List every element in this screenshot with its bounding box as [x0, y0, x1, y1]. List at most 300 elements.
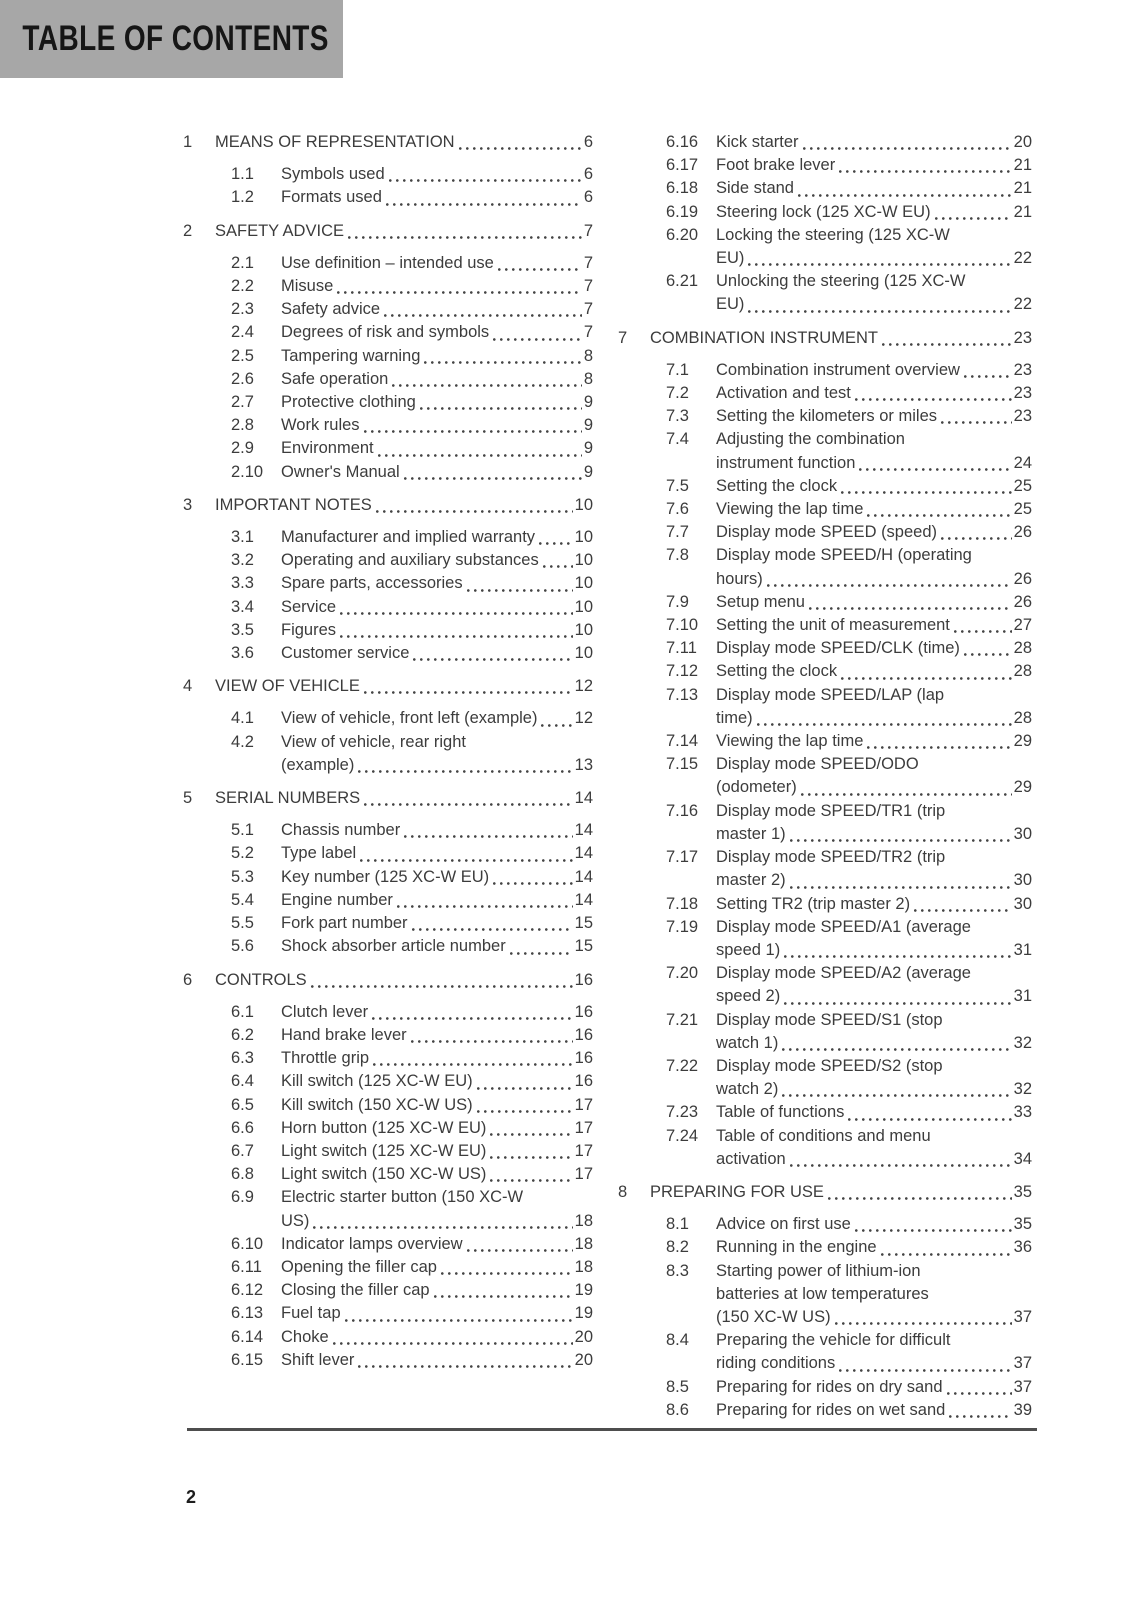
toc-entry-lastline: [716, 359, 1032, 382]
toc-entry-lastline: [716, 985, 1032, 1008]
toc-entry-title: activation: [716, 1149, 786, 1168]
dot-leader: [360, 859, 572, 862]
toc-entry-page: 31: [1013, 940, 1032, 959]
toc-entry-content: [716, 1125, 1032, 1171]
toc-entry-title: EU): [716, 249, 745, 268]
toc-entry-row: [618, 1329, 1032, 1375]
toc-entry-title: speed 2): [716, 987, 781, 1006]
toc-entry-row: [618, 614, 1032, 637]
toc-entry-title: Setting the clock: [716, 662, 838, 681]
toc-entry-lastline: [716, 475, 1032, 498]
toc-entry-lastline: [716, 1148, 1032, 1171]
toc-entry-page: 9: [583, 462, 593, 481]
footer-page-number: 2: [186, 1487, 197, 1507]
toc-entry-content: [716, 1101, 1032, 1124]
toc-entry-lastline: [650, 1181, 1032, 1204]
toc-entry-lastline: [215, 787, 593, 810]
toc-entry-title: riding conditions: [716, 1354, 836, 1373]
toc-entry-content: [281, 549, 593, 572]
dot-leader: [882, 343, 1012, 346]
toc-entry-number: 8.3: [666, 1261, 689, 1280]
toc-entry-content: [281, 437, 593, 460]
toc-entry-title: Choke: [281, 1327, 329, 1346]
toc-entry-content: [716, 498, 1032, 521]
toc-chapter-row: [183, 131, 593, 154]
toc-entry-page: 21: [1013, 156, 1032, 175]
dot-leader: [386, 203, 582, 206]
toc-entry-row: [618, 962, 1032, 1008]
toc-entry-content: [281, 345, 593, 368]
toc-entry-lastline: [716, 1352, 1032, 1375]
toc-entry-number: 6.9: [231, 1188, 254, 1207]
toc-entry-title-line: Starting power of lithium-ion: [716, 1261, 921, 1280]
toc-entry-row: [618, 1376, 1032, 1399]
toc-entry-number: 5.2: [231, 844, 254, 863]
toc-entry-page: 7: [583, 277, 593, 296]
toc-entry-page: 18: [574, 1257, 593, 1276]
toc-entry-number: 6.19: [666, 202, 699, 221]
toc-entry-lastline: [281, 1024, 593, 1047]
toc-entry-row: [183, 549, 593, 572]
toc-entry-row: [618, 177, 1032, 200]
toc-entry-page: 22: [1013, 295, 1032, 314]
toc-entry-content: [281, 819, 593, 842]
toc-entry-content: [281, 619, 593, 642]
toc-entry-lastline: [281, 1256, 593, 1279]
toc-entry-content: [281, 1302, 593, 1325]
toc-entry-lastline: [281, 889, 593, 912]
toc-entry-row: [183, 391, 593, 414]
toc-entry-lastline: [281, 707, 593, 730]
toc-entry-row: [618, 131, 1032, 154]
toc-entry-title: Kick starter: [716, 133, 799, 151]
toc-entry-row: [183, 1233, 593, 1256]
toc-entry-lastline: [281, 298, 593, 321]
toc-entry-row: [618, 270, 1032, 316]
toc-entry-content: [716, 846, 1032, 892]
dot-leader: [881, 1253, 1012, 1256]
toc-entry-content: [716, 1329, 1032, 1375]
dot-leader: [848, 1118, 1011, 1121]
toc-entry-content: [281, 1070, 593, 1093]
dot-leader: [498, 268, 582, 271]
toc-entry-content: [716, 1399, 1032, 1422]
toc-entry-title: MEANS OF REPRESENTATION: [215, 133, 455, 151]
toc-entry-title: Setting the kilometers or miles: [716, 407, 938, 426]
toc-entry-number: 5.3: [231, 867, 254, 886]
toc-entry-lastline: [281, 572, 593, 595]
toc-entry-lastline: [281, 1326, 593, 1349]
toc-entry-number: 7.18: [666, 894, 699, 913]
toc-entry-number: 6.18: [666, 179, 699, 198]
toc-entry-title: Chassis number: [281, 821, 401, 840]
toc-entry-lastline: [716, 893, 1032, 916]
toc-entry-page: 14: [574, 789, 593, 808]
toc-entry-page: 30: [1013, 824, 1032, 843]
toc-entry-lastline: [716, 131, 1032, 154]
toc-entry-title-line: Locking the steering (125 XC-W: [716, 225, 950, 244]
toc-entry-title: IMPORTANT NOTES: [215, 495, 372, 514]
dot-leader: [782, 1094, 1011, 1097]
toc-entry-number: 8.6: [666, 1400, 689, 1419]
toc-entry-title: Display mode SPEED/CLK (time): [716, 639, 960, 658]
toc-entry-content: [281, 1047, 593, 1070]
dot-leader: [333, 1342, 573, 1345]
dot-leader: [964, 375, 1012, 378]
toc-entry-lastline: [215, 131, 593, 154]
toc-entry-row: [183, 1094, 593, 1117]
toc-entry-lastline: [215, 494, 593, 517]
toc-entry-number: 6.3: [231, 1049, 254, 1068]
toc-entry-lastline: [281, 866, 593, 889]
toc-entry-row: [618, 1009, 1032, 1055]
toc-entry-page: 6: [583, 188, 593, 207]
toc-entry-content: [281, 1163, 593, 1186]
toc-entry-lastline: [716, 707, 1032, 730]
toc-entry-row: [618, 800, 1032, 846]
toc-entry-lastline: [281, 642, 593, 665]
toc-entry-title: Fork part number: [281, 914, 408, 933]
toc-entry-content: [716, 177, 1032, 200]
dot-leader: [941, 421, 1012, 424]
toc-entry-content: [281, 572, 593, 595]
dot-leader: [358, 770, 572, 773]
toc-entry-content: [281, 1349, 593, 1372]
toc-entry-page: 14: [574, 844, 593, 863]
dot-leader: [941, 537, 1012, 540]
dot-leader: [424, 361, 581, 364]
toc-entry-title: Shift lever: [281, 1350, 355, 1369]
toc-entry-number: 7.17: [666, 848, 699, 867]
toc-entry-content: [716, 224, 1032, 270]
toc-entry-row: [183, 1326, 593, 1349]
toc-entry-row: [183, 572, 593, 595]
toc-entry-number: 7.7: [666, 523, 689, 542]
toc-entry-row: [618, 405, 1032, 428]
toc-entry-number: 3.1: [231, 528, 254, 547]
toc-entry-content: [281, 1256, 593, 1279]
dot-leader: [345, 1319, 573, 1322]
toc-entry-row: [183, 1001, 593, 1024]
toc-entry-title-line: Display mode SPEED/ODO: [716, 755, 919, 774]
toc-entry-page: 36: [1013, 1238, 1032, 1257]
toc-entry-page: 34: [1013, 1149, 1032, 1168]
toc-entry-content: [281, 866, 593, 889]
dot-leader: [935, 217, 1012, 220]
toc-entry-row: [183, 1140, 593, 1163]
toc-entry-number: 7.14: [666, 732, 699, 751]
toc-entry-title: master 2): [716, 871, 786, 890]
toc-entry-number: 4.2: [231, 732, 254, 751]
toc-entry-title: Safety advice: [281, 300, 381, 319]
toc-entry-content: [716, 684, 1032, 730]
toc-entry-number: 3.3: [231, 574, 254, 593]
dot-leader: [809, 607, 1012, 610]
toc-entry-lastline: [281, 1210, 593, 1233]
toc-entry-content: [716, 405, 1032, 428]
dot-leader: [841, 677, 1012, 680]
toc-entry-title-line: Preparing the vehicle for difficult: [716, 1331, 951, 1350]
toc-entry-lastline: [215, 220, 593, 243]
toc-entry-number: 3.5: [231, 620, 254, 639]
toc-entry-title: Setting the clock: [716, 476, 838, 495]
toc-entry-row: [183, 707, 593, 730]
toc-chapter-row: [618, 327, 1032, 350]
toc-entry-content: [215, 969, 593, 992]
toc-entry-row: [618, 916, 1032, 962]
toc-entry-title: (odometer): [716, 778, 797, 797]
toc-entry-content: [716, 1236, 1032, 1259]
toc-entry-lastline: [716, 405, 1032, 428]
toc-entry-page: 35: [1013, 1215, 1032, 1234]
dot-leader: [337, 291, 582, 294]
toc-entry-row: [183, 1163, 593, 1186]
toc-entry-title: Fuel tap: [281, 1304, 341, 1323]
dot-leader: [539, 542, 573, 545]
toc-entry-lastline: [281, 321, 593, 344]
dot-leader: [467, 1249, 573, 1252]
toc-entry-number: 6.7: [231, 1141, 254, 1160]
toc-chapter-row: [183, 220, 593, 243]
toc-entry-title: Manufacturer and implied warranty: [281, 528, 536, 547]
toc-entry-number: 2.10: [231, 462, 264, 481]
toc-entry-lastline: [281, 1140, 593, 1163]
dot-leader: [413, 658, 572, 661]
toc-entry-lastline: [716, 521, 1032, 544]
toc-entry-row: [183, 1024, 593, 1047]
toc-entry-row: [183, 526, 593, 549]
toc-entry-lastline: [716, 1306, 1032, 1329]
toc-entry-title: Customer service: [281, 644, 410, 663]
toc-entry-title: Hand brake lever: [281, 1025, 407, 1044]
toc-entry-title: EU): [716, 295, 745, 314]
toc-entry-title-line: Display mode SPEED/A2 (average: [716, 964, 971, 983]
toc-entry-number: 7.5: [666, 476, 689, 495]
toc-entry-lastline: [716, 869, 1032, 892]
toc-entry-row: [618, 1101, 1032, 1124]
toc-entry-number: 7.21: [666, 1010, 699, 1029]
dot-leader: [949, 1415, 1011, 1418]
toc-entry-lastline: [716, 154, 1032, 177]
toc-entry-page: 16: [574, 1025, 593, 1044]
toc-entry-title: VIEW OF VEHICLE: [215, 677, 360, 696]
toc-entry-content: [716, 382, 1032, 405]
toc-entry-content: [281, 1024, 593, 1047]
dot-leader: [757, 723, 1012, 726]
toc-entry-row: [183, 1279, 593, 1302]
toc-entry-page: 17: [574, 1118, 593, 1137]
toc-entry-number: 7.15: [666, 755, 699, 774]
toc-entry-page: 20: [574, 1350, 593, 1369]
toc-entry-content: [281, 1279, 593, 1302]
toc-column-left: [183, 131, 593, 1372]
toc-entry-title: Clutch lever: [281, 1002, 369, 1021]
toc-entry-page: 35: [1013, 1182, 1032, 1201]
toc-entry-content: [281, 1326, 593, 1349]
toc-entry-number: 3.2: [231, 551, 254, 570]
toc-entry-row: [183, 1349, 593, 1372]
toc-entry-row: [618, 660, 1032, 683]
dot-leader: [803, 147, 1012, 150]
toc-entry-number: 7.22: [666, 1056, 699, 1075]
dot-leader: [411, 1040, 573, 1043]
toc-entry-row: [183, 186, 593, 209]
toc-entry-lastline: [716, 1213, 1032, 1236]
dot-leader: [340, 612, 573, 615]
dot-leader: [378, 454, 582, 457]
toc-entry-number: 7.9: [666, 592, 689, 611]
toc-entry-page: 10: [574, 574, 593, 593]
toc-entry-content: [215, 494, 593, 517]
toc-entry-lastline: [716, 452, 1032, 475]
toc-entry-content: [281, 163, 593, 186]
toc-entry-title: Activation and test: [716, 384, 851, 403]
dot-leader: [358, 1365, 572, 1368]
toc-entry-content: [716, 359, 1032, 382]
toc-entry-number: 2.6: [231, 369, 254, 388]
toc-entry-content: [215, 131, 593, 154]
toc-entry-row: [618, 591, 1032, 614]
toc-entry-page: 14: [574, 890, 593, 909]
toc-entry-title: Preparing for rides on dry sand: [716, 1377, 943, 1396]
toc-entry-page: 14: [574, 821, 593, 840]
toc-entry-number: 6.16: [666, 133, 699, 151]
toc-entry-page: 7: [583, 221, 593, 240]
toc-entry-title: Service: [281, 597, 337, 616]
toc-entry-row: [618, 1125, 1032, 1171]
toc-entry-page: 23: [1013, 360, 1032, 379]
toc-entry-page: 23: [1013, 384, 1032, 403]
dot-leader: [784, 955, 1011, 958]
toc-entry-row: [618, 359, 1032, 382]
toc-entry-number: 7.24: [666, 1126, 699, 1145]
toc-entry-lastline: [281, 252, 593, 275]
dot-leader: [839, 1369, 1011, 1372]
toc-column-right: [618, 131, 1032, 1422]
dot-leader: [372, 1017, 573, 1020]
dot-leader: [441, 1272, 573, 1275]
toc-entry-lastline: [281, 1279, 593, 1302]
toc-entry-row: [183, 321, 593, 344]
toc-entry-row: [183, 866, 593, 889]
toc-entry-number: 6.15: [231, 1350, 264, 1369]
toc-chapter-row: [183, 969, 593, 992]
toc-entry-title: Kill switch (125 XC-W EU): [281, 1072, 473, 1091]
toc-entry-page: 21: [1013, 179, 1032, 198]
toc-entry-title: View of vehicle, front left (example): [281, 709, 538, 728]
toc-entry-content: [716, 962, 1032, 1008]
toc-entry-row: [183, 596, 593, 619]
toc-entry-lastline: [716, 1032, 1032, 1055]
toc-entry-page: 12: [574, 709, 593, 728]
toc-entry-content: [281, 1186, 593, 1232]
toc-entry-row: [183, 935, 593, 958]
toc-entry-title: speed 1): [716, 940, 781, 959]
toc-entry-row: [618, 684, 1032, 730]
toc-entry-lastline: [650, 327, 1032, 350]
toc-entry-number: 3.4: [231, 597, 254, 616]
toc-entry-lastline: [281, 819, 593, 842]
toc-entry-number: 6.13: [231, 1304, 264, 1323]
toc-entry-lastline: [716, 1399, 1032, 1422]
toc-entry-page: 6: [583, 165, 593, 184]
toc-entry-page: 10: [574, 620, 593, 639]
toc-entry-number: 6.17: [666, 156, 699, 175]
toc-entry-page: 31: [1013, 987, 1032, 1006]
toc-entry-page: 32: [1013, 1033, 1032, 1052]
toc-entry-title-line: Display mode SPEED/A1 (average: [716, 917, 971, 936]
toc-entry-title: Preparing for rides on wet sand: [716, 1400, 946, 1419]
toc-entry-page: 13: [574, 755, 593, 774]
toc-entry-lastline: [281, 163, 593, 186]
toc-entry-title: (example): [281, 755, 355, 774]
dot-leader: [376, 510, 573, 513]
toc-entry-page: 21: [1013, 202, 1032, 221]
toc-entry-content: [716, 637, 1032, 660]
toc-entry-page: 15: [574, 937, 593, 956]
toc-entry-lastline: [716, 1101, 1032, 1124]
toc-entry-page: 20: [574, 1327, 593, 1346]
toc-entry-number: 2.2: [231, 277, 254, 296]
toc-entry-content: [281, 912, 593, 935]
toc-entry-content: [716, 1009, 1032, 1055]
toc-entry-title: Symbols used: [281, 165, 385, 184]
toc-entry-lastline: [281, 549, 593, 572]
toc-entry-title-line: Display mode SPEED/TR1 (trip: [716, 801, 946, 820]
toc-entry-number: 6: [183, 970, 193, 989]
toc-entry-content: [215, 787, 593, 810]
toc-entry-title: watch 1): [716, 1033, 779, 1052]
toc-entry-page: 17: [574, 1141, 593, 1160]
toc-entry-page: 16: [574, 1049, 593, 1068]
toc-entry-title-line: Display mode SPEED/S2 (stop: [716, 1056, 943, 1075]
toc-entry-lastline: [716, 591, 1032, 614]
toc-chapter-row: [183, 494, 593, 517]
toc-entry-row: [183, 275, 593, 298]
toc-entry-lastline: [215, 675, 593, 698]
toc-entry-title: Misuse: [281, 277, 334, 296]
toc-entry-page: 22: [1013, 249, 1032, 268]
toc-entry-title: (150 XC-W US): [716, 1307, 831, 1326]
toc-entry-page: 25: [1013, 476, 1032, 495]
toc-entry-content: [215, 675, 593, 698]
toc-entry-title-line: Display mode SPEED/H (operating: [716, 546, 972, 565]
toc-entry-page: 23: [1013, 407, 1032, 426]
toc-entry-page: 10: [574, 528, 593, 547]
toc-entry-number: 5.5: [231, 914, 254, 933]
toc-entry-content: [281, 1001, 593, 1024]
toc-entry-content: [281, 707, 593, 730]
toc-entry-page: 37: [1013, 1377, 1032, 1396]
toc-entry-page: 26: [1013, 523, 1032, 542]
toc-entry-content: [281, 186, 593, 209]
toc-entry-row: [183, 889, 593, 912]
toc-entry-title: Figures: [281, 620, 337, 639]
toc-entry-title: SERIAL NUMBERS: [215, 789, 361, 808]
toc-entry-title: Light switch (150 XC-W US): [281, 1165, 487, 1184]
toc-entry-row: [618, 521, 1032, 544]
dot-leader: [867, 514, 1011, 517]
toc-entry-lastline: [716, 177, 1032, 200]
toc-entry-number: 1: [183, 133, 193, 151]
toc-entry-title: master 1): [716, 824, 786, 843]
dot-leader: [784, 1002, 1011, 1005]
toc-entry-title-line: batteries at low temperatures: [716, 1284, 929, 1303]
toc-entry-lastline: [716, 293, 1032, 316]
toc-entry-content: [650, 327, 1032, 350]
dot-leader: [828, 1197, 1012, 1200]
toc-entry-page: 9: [583, 416, 593, 435]
